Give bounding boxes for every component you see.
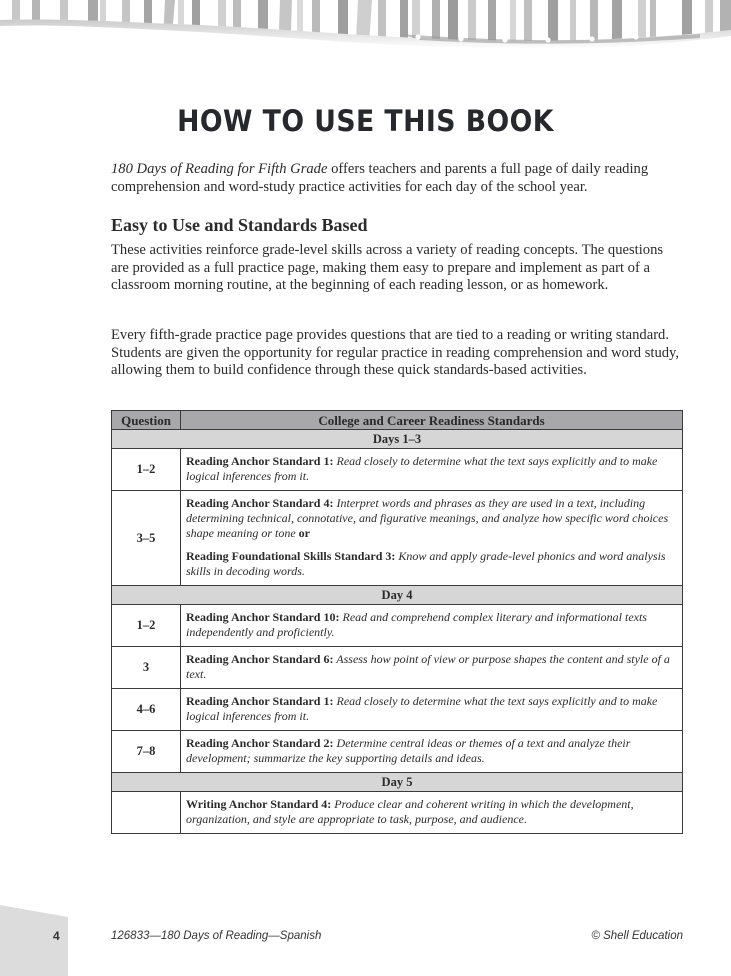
page-number: 4 bbox=[53, 929, 60, 943]
standard-description: Produce clear and coherent writing in which the development, organization, and style are appropriate to task, purpose, and audience. bbox=[186, 797, 634, 826]
standard-description: Assess how point of view or purpose shapes the content and style of a text. bbox=[186, 652, 670, 681]
standard-description: Read closely to determine what the text says explicitly and to make logical inferences from it. bbox=[186, 454, 658, 483]
standard-description: Determine central ideas or themes of a text and analyze their development; summarize the key supporting details and ideas. bbox=[186, 736, 631, 765]
question-range: 1–2 bbox=[112, 605, 181, 647]
standard-entry bbox=[186, 496, 674, 541]
standard-description: Read closely to determine what the text says explicitly and to make logical inferences from it. bbox=[186, 694, 658, 723]
standard-conjunction: or bbox=[295, 526, 310, 540]
standard-entry bbox=[186, 736, 674, 766]
standard-entry bbox=[186, 694, 674, 724]
table-row bbox=[112, 605, 683, 647]
standard-name: Writing Anchor Standard 4: bbox=[186, 797, 332, 811]
standard-name: Reading Anchor Standard 6: bbox=[186, 652, 334, 666]
standard-separator bbox=[186, 541, 674, 549]
standard-name: Reading Anchor Standard 1: bbox=[186, 454, 334, 468]
section-heading: Easy to Use and Standards Based bbox=[111, 215, 368, 235]
standards-table-body bbox=[112, 430, 683, 834]
standard-entry bbox=[186, 454, 674, 484]
standards-cell bbox=[181, 605, 683, 647]
day-group-row bbox=[112, 430, 683, 449]
standards-table bbox=[111, 410, 683, 834]
standard-description: Know and apply grade-level phonics and word analysis skills in decoding words. bbox=[186, 549, 666, 578]
header-decoration bbox=[0, 0, 731, 70]
day-label: Day 5 bbox=[112, 773, 683, 792]
question-range: 7–8 bbox=[112, 731, 181, 773]
footer-book-info: 126833—180 Days of Reading—Spanish bbox=[111, 930, 322, 942]
column-header-standards: College and Career Readiness Standards bbox=[181, 411, 683, 430]
day-label: Day 4 bbox=[112, 586, 683, 605]
standards-cell bbox=[181, 792, 683, 834]
table-row bbox=[112, 792, 683, 834]
standard-description: Read and comprehend complex literary and informational texts independently and proficiently. bbox=[186, 610, 647, 639]
question-range: 4–6 bbox=[112, 689, 181, 731]
question-range bbox=[112, 792, 181, 834]
table-row bbox=[112, 491, 683, 586]
day-group-row bbox=[112, 586, 683, 605]
question-range: 1–2 bbox=[112, 449, 181, 491]
standards-cell bbox=[181, 647, 683, 689]
intro-paragraph bbox=[111, 161, 683, 196]
standards-cell bbox=[181, 689, 683, 731]
standard-name: Reading Anchor Standard 1: bbox=[186, 694, 334, 708]
standard-name: Reading Anchor Standard 2: bbox=[186, 736, 334, 750]
standards-cell bbox=[181, 491, 683, 586]
question-range: 3–5 bbox=[112, 491, 181, 586]
table-row bbox=[112, 731, 683, 773]
intro-text: offers teachers and parents a full page of daily reading comprehension and word-study practice activities for each day of the school year. bbox=[111, 161, 649, 195]
standard-entry bbox=[186, 610, 674, 640]
standard-description: Interpret words and phrases as they are used in a text, including determining technical, connotative, and figurative meanings, and analyze how specific word choices shape meaning or tone bbox=[186, 496, 669, 540]
table-row bbox=[112, 449, 683, 491]
column-header-question: Question bbox=[112, 411, 181, 430]
day-label: Days 1–3 bbox=[112, 430, 683, 449]
table-row bbox=[112, 647, 683, 689]
standard-entry bbox=[186, 549, 674, 579]
book-title: 180 Days of Reading for Fifth Grade bbox=[111, 161, 328, 177]
standards-cell bbox=[181, 731, 683, 773]
table-row bbox=[112, 689, 683, 731]
standard-entry bbox=[186, 797, 674, 827]
standard-entry bbox=[186, 652, 674, 682]
question-range: 3 bbox=[112, 647, 181, 689]
day-group-row bbox=[112, 773, 683, 792]
standard-name: Reading Anchor Standard 4: bbox=[186, 496, 334, 510]
standard-name: Reading Foundational Skills Standard 3: bbox=[186, 549, 396, 563]
footer-copyright: © Shell Education bbox=[591, 930, 683, 942]
page-title: HOW TO USE THIS BOOK bbox=[177, 104, 554, 138]
standards-cell bbox=[181, 449, 683, 491]
standard-name: Reading Anchor Standard 10: bbox=[186, 610, 340, 624]
paragraph-activities: These activities reinforce grade-level skills across a variety of reading concepts. The questions are provided as a full practice page, making them easy to prepare and implement as part of a classroom morning routine, at the beginning of each reading lesson, or as homework. bbox=[111, 242, 664, 294]
paragraph-standards: Every fifth-grade practice page provides questions that are tied to a reading or writing standard. Students are given the opportunity for regular practice in reading comprehension and word study, allowing them to build confidence through these quick standards-based activities. bbox=[111, 327, 680, 379]
